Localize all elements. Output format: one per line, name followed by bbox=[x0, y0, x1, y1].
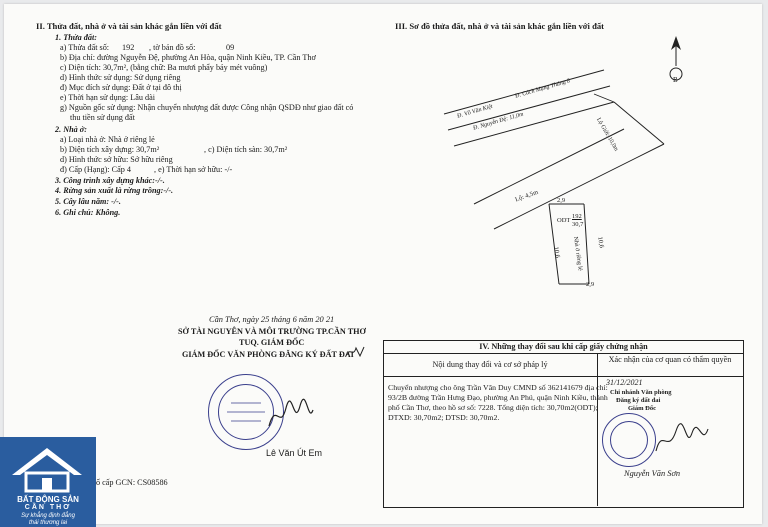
gcn-registry-number: ố cấp GCN: CS08586 bbox=[96, 478, 168, 487]
issue-date: Cần Thơ, ngày 25 tháng 6 năm 20 21 bbox=[209, 315, 335, 324]
area: c) Diện tích: 30,7m², (bằng chữ: Ba mươi phẩy bảy mét vuông) bbox=[60, 63, 268, 72]
logo-line-2: CẦN THƠ bbox=[24, 504, 72, 511]
build-area: b) Diện tích xây dựng: 30,7m² bbox=[60, 145, 160, 154]
other-construction: 3. Công trình xây dựng khác:-/-. bbox=[55, 176, 165, 185]
map-sheet-number: 09 bbox=[226, 43, 235, 52]
ownership-form: d) Hình thức sở hữu: Sở hữu riêng bbox=[60, 155, 173, 164]
dim-top: 2,9 bbox=[557, 197, 566, 204]
table-title-row bbox=[384, 341, 743, 354]
change-line-1: Chuyển nhượng cho ông Trần Văn Duy CMND số 362141679 địa chỉ: bbox=[388, 383, 608, 392]
address: b) Địa chỉ: đường Nguyễn Đệ, phường An Hòa, quận Ninh Kiều, TP. Cần Thơ bbox=[60, 53, 316, 62]
dim-left: 10,6 bbox=[552, 246, 561, 259]
table-title: IV. Những thay đổi sau khi cấp giấy chứng nhận bbox=[479, 342, 648, 351]
confirm-office-1: Chi nhánh Văn phòng bbox=[610, 389, 672, 396]
perennial-trees: 5. Cây lâu năm: -/-. bbox=[55, 197, 121, 206]
parcel-number: 192 bbox=[122, 43, 135, 52]
parcel-area-diagram: 30,7 bbox=[572, 221, 584, 228]
usage-origin-cont: thu tiền sử dụng đất bbox=[70, 113, 135, 122]
change-line-3: phố Cần Thơ, theo hồ sơ số: 7228. Tổng diện tích: 30,70m2(ODT); bbox=[388, 403, 598, 412]
confirm-office-2: Đăng ký đất đai bbox=[616, 397, 661, 404]
change-line-4: DTXD: 30,70m2; DTSD: 30,70m2. bbox=[388, 413, 500, 422]
logo-line-4: thái thương lai bbox=[28, 520, 68, 526]
parcel-number-label: a) Thửa đất số: bbox=[60, 43, 110, 52]
road-width: Lộ: 4,5m bbox=[514, 188, 540, 204]
changes-table bbox=[383, 340, 744, 508]
house-grade: đ) Cấp (Hạng): Cấp 4 bbox=[60, 165, 131, 174]
ownership-term: , e) Thời hạn sở hữu: -/- bbox=[154, 165, 233, 174]
certificate-page bbox=[4, 4, 762, 524]
director-title: GIÁM ĐỐC VĂN PHÒNG ĐĂNG KÝ ĐẤT ĐAI bbox=[182, 350, 354, 359]
house-heading: 2. Nhà ở: bbox=[55, 125, 87, 134]
table-header-row bbox=[384, 354, 743, 377]
house-logo-icon bbox=[8, 445, 86, 493]
note: 6. Ghi chú: Không. bbox=[55, 208, 121, 217]
confirm-date: 31/12/2021 bbox=[606, 378, 643, 387]
road-cmt8: Đ. Cách Mạng Tháng 8 bbox=[514, 78, 571, 100]
production-forest: 4. Rừng sản xuất là rừng trồng:-/-. bbox=[55, 186, 174, 195]
section2-title: II. Thửa đất, nhà ở và tài sản khác gắn liền với đất bbox=[36, 21, 222, 31]
logo-line-3: Sự khẳng định đẳng bbox=[21, 513, 75, 519]
col-content-header: Nội dung thay đổi và cơ sở pháp lý bbox=[432, 360, 548, 369]
house-type: a) Loại nhà ở: Nhà ở riêng lẻ bbox=[60, 135, 155, 144]
floor-area: , c) Diện tích sàn: 30,7m² bbox=[204, 145, 288, 154]
road-nguyen-de: Đ. Nguyễn Đệ: 11,0m bbox=[472, 111, 525, 132]
director-signature bbox=[266, 396, 316, 436]
map-sheet-label: , tờ bản đồ số: bbox=[149, 43, 196, 52]
section3-title: III. Sơ đồ thửa đất, nhà ở và tài sản khác gắn liền với đất bbox=[395, 21, 605, 31]
issuing-org: SỞ TÀI NGUYÊN VÀ MÔI TRƯỜNG TP.CẦN THƠ bbox=[178, 327, 366, 336]
road-vo-van-kiet: Đ. Võ Văn Kiệt bbox=[456, 103, 494, 120]
change-line-2: 93/2B đường Trần Hưng Đạo, phường An Phú, quận Ninh Kiều, thành bbox=[388, 393, 608, 402]
logo-line-1: BẤT ĐỘNG SẢN bbox=[17, 495, 79, 504]
usage-origin: g) Nguồn gốc sử dụng: Nhận chuyển nhượng đất được Công nhận QSDĐ như giao đất có bbox=[60, 103, 354, 112]
branch-seal-stamp bbox=[602, 413, 656, 467]
parcel-land-type: ODT bbox=[557, 217, 571, 224]
land-parcel-heading: 1. Thửa đất: bbox=[55, 33, 97, 42]
authorization: TUQ. GIÁM ĐỐC bbox=[239, 338, 305, 347]
house-label-diagram: Nhà ở riêng lẻ bbox=[572, 236, 583, 272]
dim-bottom: 2,9 bbox=[586, 281, 595, 288]
road-boundary-width: Lộ Giới: 10,0m bbox=[595, 117, 619, 153]
initial-mark bbox=[344, 344, 366, 360]
col-confirm-header: Xác nhận của cơ quan có thẩm quyền bbox=[608, 355, 732, 364]
usage-term: e) Thời hạn sử dụng: Lâu dài bbox=[60, 93, 156, 102]
confirm-signer-name: Nguyễn Văn Sơn bbox=[624, 469, 681, 478]
confirm-office-3: Giám Đốc bbox=[628, 405, 656, 412]
bds-cantho-logo bbox=[0, 437, 96, 527]
north-label: B bbox=[673, 76, 678, 84]
usage-purpose: đ) Mục đích sử dụng: Đất ở tại đô thị bbox=[60, 83, 182, 92]
usage-form: d) Hình thức sử dụng: Sử dụng riêng bbox=[60, 73, 181, 82]
signer-name: Lê Văn Út Em bbox=[266, 448, 323, 458]
dim-right: 10,6 bbox=[596, 236, 605, 249]
confirm-signature bbox=[652, 421, 712, 461]
parcel-number-diagram: 192 bbox=[572, 213, 582, 220]
